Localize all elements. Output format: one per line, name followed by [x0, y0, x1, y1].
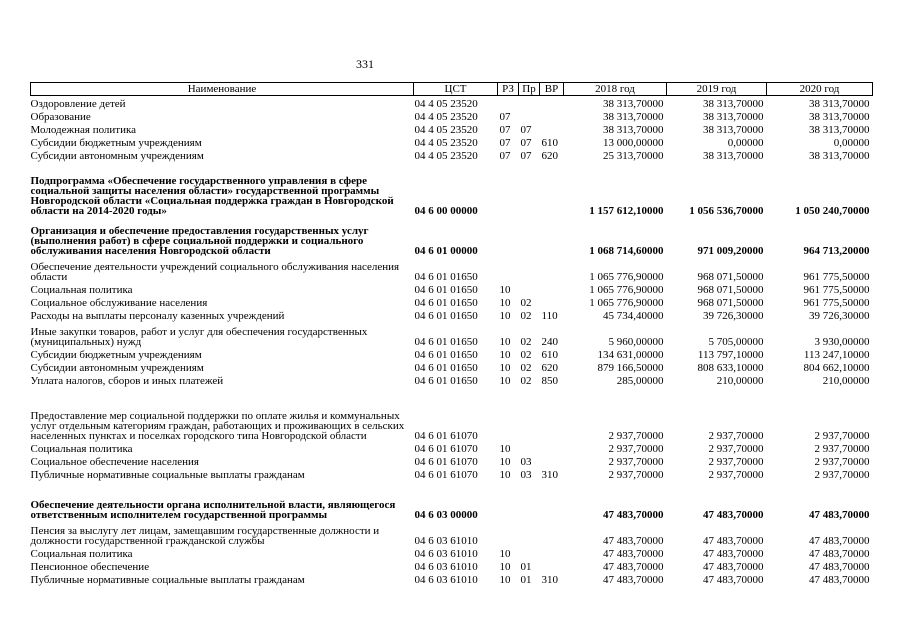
row-pr: [519, 109, 540, 122]
table-row: [31, 256, 873, 282]
row-rz: [498, 480, 519, 520]
row-vr: [540, 96, 564, 110]
row-cst: 04 6 03 61010: [414, 548, 478, 559]
row-2019: 2 937,70000: [708, 469, 764, 480]
row-pr: [519, 96, 540, 110]
row-pr: [519, 480, 540, 520]
row-cst: 04 6 01 01650: [414, 310, 478, 321]
row-pr: [519, 161, 540, 216]
row-cst: 04 6 01 01650: [414, 349, 478, 360]
row-name: Расходы на выплаты персоналу казенных учреждений: [30, 310, 285, 322]
row-pr: 02: [520, 310, 532, 321]
row-vr: 610: [541, 137, 558, 148]
row-rz: 10: [499, 548, 511, 559]
row-2018: 2 937,70000: [608, 456, 664, 467]
row-pr: 03: [520, 469, 532, 480]
row-2020: 961 775,50000: [803, 284, 870, 295]
row-rz: 10: [499, 297, 511, 308]
row-2019: 47 483,70000: [703, 574, 764, 585]
row-rz: [498, 161, 519, 216]
row-name: Подпрограмма «Обеспечение государственного управления в сфере социальной защиты населения области» государственной программы Новгородской области «Социальная поддержка граждан в Новгородской области на 2014-2020 годы»: [30, 175, 394, 217]
row-name: Субсидии бюджетным учреждениям: [30, 137, 202, 149]
row-rz: [498, 386, 519, 441]
row-name: Обеспечение деятельности органа исполнительной власти, являющегося ответственным исполнителем государственной программы: [30, 499, 396, 521]
row-2020: 961 775,50000: [803, 271, 870, 282]
row-vr: [540, 386, 564, 441]
row-2020: 47 483,70000: [809, 548, 870, 559]
row-name: Пенсия за выслугу лет лицам, замещавшим государственные должности и должности государственной гражданской службы: [30, 525, 380, 547]
row-pr: [519, 386, 540, 441]
row-rz: 07: [499, 137, 511, 148]
row-cst: 04 6 01 61070: [414, 430, 478, 441]
row-name: Социальная политика: [30, 443, 133, 455]
table-row: [31, 216, 873, 256]
row-rz: 07: [499, 124, 511, 135]
row-rz: 10: [499, 574, 511, 585]
row-2019: 968 071,50000: [697, 297, 764, 308]
row-2018: 13 000,00000: [603, 137, 664, 148]
table-row: [31, 572, 873, 585]
row-vr: 850: [541, 375, 558, 386]
table-row: [31, 454, 873, 467]
row-cst: 04 4 05 23520: [414, 150, 478, 161]
row-2020: 38 313,70000: [809, 111, 870, 122]
row-2018: 38 313,70000: [603, 98, 664, 109]
table-row: [31, 308, 873, 321]
budget-table: [30, 82, 873, 585]
table-row: [31, 360, 873, 373]
row-cst: 04 6 03 61010: [414, 574, 478, 585]
table-row: [31, 467, 873, 480]
row-pr: 07: [520, 124, 532, 135]
table-row: [31, 295, 873, 308]
row-2018: 1 065 776,90000: [589, 297, 664, 308]
row-2019: 968 071,50000: [697, 284, 764, 295]
row-2019: 39 726,30000: [703, 310, 764, 321]
row-rz: 10: [499, 375, 511, 386]
table-row: [31, 282, 873, 295]
row-rz: [498, 520, 519, 546]
row-name: Обеспечение деятельности учреждений социального обслуживания населения области: [30, 261, 400, 283]
row-2020: 964 713,20000: [803, 245, 870, 256]
row-2019: 38 313,70000: [703, 111, 764, 122]
row-vr: [540, 454, 564, 467]
row-rz: [498, 96, 519, 110]
row-name: Субсидии автономным учреждениям: [30, 150, 204, 162]
table-header-row: [31, 83, 873, 96]
table-row: [31, 546, 873, 559]
row-vr: [540, 109, 564, 122]
row-2018: 47 483,70000: [603, 548, 664, 559]
row-2020: 39 726,30000: [809, 310, 870, 321]
row-vr: [540, 441, 564, 454]
row-pr: 01: [520, 561, 532, 572]
row-name: Публичные нормативные социальные выплаты гражданам: [30, 574, 305, 586]
row-name: Организация и обеспечение предоставления государственных услуг (выполнения работ) в сфере социальной поддержки и социального обслуживания населения Новгородской области: [30, 225, 369, 257]
row-vr: [540, 480, 564, 520]
row-vr: [540, 256, 564, 282]
header-pr: Пр: [519, 83, 540, 96]
row-rz: 10: [499, 284, 511, 295]
row-cst: 04 6 01 01650: [414, 336, 478, 347]
row-name: Молодежная политика: [30, 124, 137, 136]
row-name: Субсидии автономным учреждениям: [30, 362, 204, 374]
row-2020: 113 247,10000: [803, 349, 870, 360]
row-pr: [519, 520, 540, 546]
row-name: Оздоровление детей: [30, 98, 126, 110]
row-vr: 310: [541, 469, 558, 480]
row-2018: 879 166,50000: [597, 362, 664, 373]
row-2018: 47 483,70000: [603, 574, 664, 585]
row-vr: 620: [541, 150, 558, 161]
row-2019: 968 071,50000: [697, 271, 764, 282]
row-2018: 47 483,70000: [603, 535, 664, 546]
row-name: Социальная политика: [30, 548, 133, 560]
row-2020: 47 483,70000: [809, 574, 870, 585]
row-cst: 04 6 01 61070: [414, 443, 478, 454]
row-pr: 03: [520, 456, 532, 467]
row-pr: [519, 546, 540, 559]
row-2020: 961 775,50000: [803, 297, 870, 308]
header-2019: 2019 год: [667, 83, 767, 96]
row-2020: 47 483,70000: [809, 561, 870, 572]
row-vr: 610: [541, 349, 558, 360]
header-rz: РЗ: [498, 83, 519, 96]
row-name: Социальная политика: [30, 284, 133, 296]
row-rz: 07: [499, 111, 511, 122]
row-2020: 38 313,70000: [809, 150, 870, 161]
row-2018: 1 065 776,90000: [589, 284, 664, 295]
table-row: [31, 135, 873, 148]
row-2018: 25 313,70000: [603, 150, 664, 161]
row-vr: 240: [541, 336, 558, 347]
row-pr: 07: [520, 150, 532, 161]
header-vr: ВР: [540, 83, 564, 96]
row-cst: 04 6 03 00000: [414, 509, 478, 520]
row-2019: 2 937,70000: [708, 430, 764, 441]
row-2019: 808 633,10000: [697, 362, 764, 373]
row-vr: [540, 161, 564, 216]
row-rz: 10: [499, 561, 511, 572]
row-2020: 0,00000: [833, 137, 870, 148]
row-name: Иные закупки товаров, работ и услуг для обеспечения государственных (муниципальных) нужд: [30, 326, 368, 348]
table-row: [31, 559, 873, 572]
table-body: [31, 96, 873, 586]
row-pr: 02: [520, 297, 532, 308]
row-vr: 620: [541, 362, 558, 373]
row-2018: 285,00000: [616, 375, 664, 386]
row-cst: 04 6 01 00000: [414, 245, 478, 256]
row-cst: 04 6 01 61070: [414, 469, 478, 480]
row-2018: 1 157 612,10000: [589, 205, 664, 216]
row-2019: 113 797,10000: [697, 349, 764, 360]
row-pr: [519, 282, 540, 295]
row-2020: 47 483,70000: [809, 535, 870, 546]
row-2020: 2 937,70000: [814, 469, 870, 480]
row-2018: 38 313,70000: [603, 111, 664, 122]
row-2020: 38 313,70000: [809, 98, 870, 109]
row-2019: 5 705,00000: [708, 336, 764, 347]
row-pr: [519, 441, 540, 454]
table-row: [31, 122, 873, 135]
row-rz: 10: [499, 310, 511, 321]
table-row: [31, 347, 873, 360]
row-cst: 04 6 01 01650: [414, 271, 478, 282]
row-cst: 04 6 00 00000: [414, 205, 478, 216]
row-name: Пенсионное обеспечение: [30, 561, 150, 573]
row-cst: 04 6 01 01650: [414, 297, 478, 308]
table-row: [31, 321, 873, 347]
row-2018: 1 068 714,60000: [589, 245, 664, 256]
row-2019: 2 937,70000: [708, 443, 764, 454]
row-2018: 2 937,70000: [608, 430, 664, 441]
row-rz: [498, 216, 519, 256]
row-2018: 47 483,70000: [603, 561, 664, 572]
row-2019: 971 009,20000: [697, 245, 764, 256]
row-cst: 04 6 03 61010: [414, 561, 478, 572]
header-cst: ЦСТ: [414, 83, 498, 96]
row-cst: 04 6 01 61070: [414, 456, 478, 467]
row-2019: 38 313,70000: [703, 150, 764, 161]
row-rz: 10: [499, 362, 511, 373]
row-cst: 04 6 01 01650: [414, 375, 478, 386]
row-2020: 210,00000: [822, 375, 870, 386]
row-vr: [540, 546, 564, 559]
table-row: [31, 441, 873, 454]
row-2018: 2 937,70000: [608, 469, 664, 480]
row-name: Образование: [30, 111, 91, 123]
row-2018: 5 960,00000: [608, 336, 664, 347]
row-2019: 38 313,70000: [703, 124, 764, 135]
row-pr: 02: [520, 375, 532, 386]
row-2020: 47 483,70000: [809, 509, 870, 520]
row-cst: 04 6 03 61010: [414, 535, 478, 546]
table-row: [31, 148, 873, 161]
row-pr: 02: [520, 349, 532, 360]
header-2020: 2020 год: [767, 83, 873, 96]
row-2018: 47 483,70000: [603, 509, 664, 520]
row-2020: 2 937,70000: [814, 456, 870, 467]
row-2018: 1 065 776,90000: [589, 271, 664, 282]
row-name: Социальное обеспечение населения: [30, 456, 199, 468]
row-pr: [519, 216, 540, 256]
row-2018: 2 937,70000: [608, 443, 664, 454]
row-name: Уплата налогов, сборов и иных платежей: [30, 375, 224, 387]
row-2020: 2 937,70000: [814, 443, 870, 454]
header-2018: 2018 год: [564, 83, 667, 96]
row-vr: 110: [541, 310, 558, 321]
row-2018: 45 734,40000: [603, 310, 664, 321]
row-rz: 10: [499, 349, 511, 360]
table-row: [31, 480, 873, 520]
row-2018: 134 631,00000: [597, 349, 664, 360]
page-number: 331: [356, 57, 374, 71]
row-vr: [540, 122, 564, 135]
row-2020: 38 313,70000: [809, 124, 870, 135]
row-name: Предоставление мер социальной поддержки по оплате жилья и коммунальных услуг отдельным категориям граждан, работающих и проживающих в сельских населенных пунктах и поселках городского типа Новгородской области: [30, 410, 405, 442]
row-2020: 2 937,70000: [814, 430, 870, 441]
row-pr: [519, 256, 540, 282]
row-rz: 07: [499, 150, 511, 161]
row-2019: 1 056 536,70000: [689, 205, 764, 216]
row-cst: 04 6 01 01650: [414, 362, 478, 373]
row-rz: [498, 256, 519, 282]
row-vr: 310: [541, 574, 558, 585]
row-rz: 10: [499, 443, 511, 454]
header-name: Наименование: [31, 83, 414, 96]
row-name: Социальное обслуживание населения: [30, 297, 208, 309]
table-row: [31, 96, 873, 110]
row-2019: 47 483,70000: [703, 548, 764, 559]
row-vr: [540, 295, 564, 308]
row-cst: 04 4 05 23520: [414, 137, 478, 148]
row-pr: 01: [520, 574, 532, 585]
row-rz: 10: [499, 336, 511, 347]
row-2019: 47 483,70000: [703, 509, 764, 520]
row-2020: 804 662,10000: [803, 362, 870, 373]
row-vr: [540, 559, 564, 572]
table-row: [31, 161, 873, 216]
row-2019: 47 483,70000: [703, 561, 764, 572]
row-cst: 04 6 01 01650: [414, 284, 478, 295]
row-2020: 1 050 240,70000: [795, 205, 870, 216]
table-row: [31, 520, 873, 546]
row-2020: 3 930,00000: [814, 336, 870, 347]
row-pr: 02: [520, 336, 532, 347]
row-2018: 38 313,70000: [603, 124, 664, 135]
row-rz: 10: [499, 456, 511, 467]
table-row: [31, 386, 873, 441]
row-pr: 07: [520, 137, 532, 148]
row-2019: 47 483,70000: [703, 535, 764, 546]
row-2019: 38 313,70000: [703, 98, 764, 109]
row-cst: 04 4 05 23520: [414, 111, 478, 122]
row-2019: 2 937,70000: [708, 456, 764, 467]
row-2019: 210,00000: [716, 375, 764, 386]
row-pr: 02: [520, 362, 532, 373]
table-row: [31, 109, 873, 122]
table-row: [31, 373, 873, 386]
row-vr: [540, 282, 564, 295]
row-name: Субсидии бюджетным учреждениям: [30, 349, 202, 361]
row-vr: [540, 216, 564, 256]
row-cst: 04 4 05 23520: [414, 124, 478, 135]
row-vr: [540, 520, 564, 546]
row-rz: 10: [499, 469, 511, 480]
row-cst: 04 4 05 23520: [414, 98, 478, 109]
row-name: Публичные нормативные социальные выплаты гражданам: [30, 469, 305, 481]
row-2019: 0,00000: [727, 137, 764, 148]
